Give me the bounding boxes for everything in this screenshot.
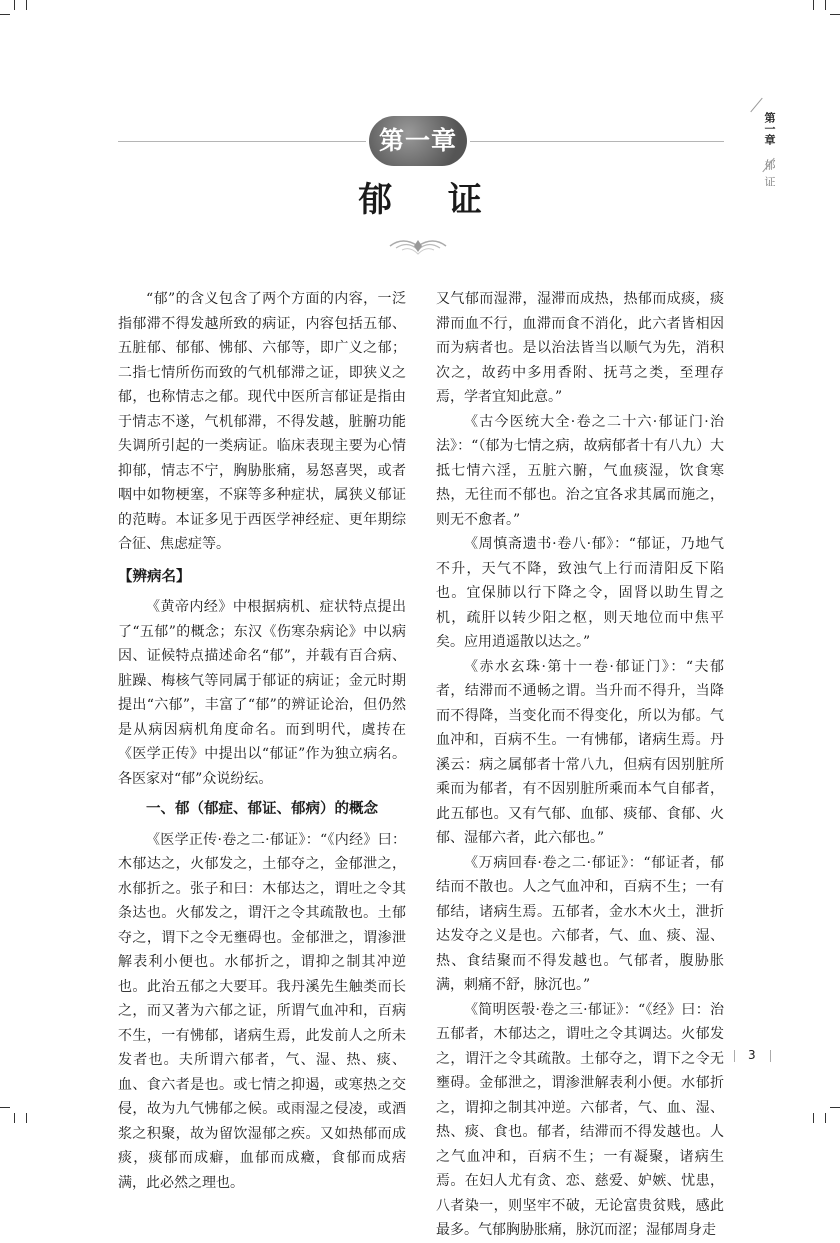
quote-paragraph: 《周慎斋遗书·卷八·郁》：“郁证，乃地气不升，天气不降，致浊气上行而清阳反下陷也。宜保肺以行下降之令，固肾以助生胃之机，疏肝以转少阳之枢，则天地位而中焦平矣。应用逍遥散以达之。” <box>436 536 724 650</box>
crop-mark <box>0 1107 10 1108</box>
crop-mark <box>26 1113 27 1123</box>
right-column <box>436 287 724 1243</box>
crop-mark <box>825 1113 826 1123</box>
side-chapter-tab <box>758 112 780 193</box>
quote-paragraph: 《古今医统大全·卷之二十六·郁证门·治法》：“（郁为七情之病，故病郁者十有八九）大抵七情六淫，五脏六腑，气血痰湿，饮食寒热，无往而不郁也。治之宜各求其属而施之，则无不愈者。” <box>436 413 724 528</box>
crop-mark <box>825 0 826 10</box>
page-number-bar <box>770 1050 771 1062</box>
quote-paragraph: 《医学正传·卷之二·郁证》：“《内经》曰：木郁达之，火郁发之，土郁夺之，金郁泄之，水郁折之。张子和曰：木郁达之，谓吐之令其条达也。火郁发之，谓汗之令其疏散也。土郁夺之，谓下之令无壅碍也。金郁泄之，谓渗泄解表利小便也。水郁折之，谓抑之制其冲逆也。此治五郁之大要耳。我丹溪先生触类而长之，而又著为六郁之证，所谓气血冲和，百病不生，一有怫郁，诸病生焉，此发前人之所未发者也。夫所谓六郁者，气、湿、热、痰、血、食六者是也。或七情之抑遏，或寒热之交侵，故为九气怫郁之候。或雨湿之侵凌，或酒浆之积聚，故为留饮湿郁之疾。又如热郁而成痰，痰郁而成癖，血郁而成癥，食郁而成痞满，此必然之理也。 <box>118 831 406 1191</box>
page-number: 3 <box>748 1048 756 1062</box>
crop-mark <box>14 1113 15 1123</box>
crop-mark <box>830 1107 840 1108</box>
ornament-icon <box>388 234 448 256</box>
quote-paragraph: 《万病回春·卷之二·郁证》：“郁证者，郁结而不散也。人之气血冲和，百病不生；一有郁结，诸病生焉。五郁者，金水木火土，泄折达发夺之义是也。六郁者，气、血、痰、湿、热、食结聚而不得发越也。气郁者，腹胁胀满，刺痛不舒，脉沉也。” <box>436 854 724 993</box>
quote-paragraph: 《简明医彀·卷之三·郁证》：“《经》曰：治五郁者，木郁达之，谓吐之令其调达。火郁发之，谓汗之令其疏散。土郁夺之，谓下之令无壅碍。金郁泄之，谓渗泄解表利小便。水郁折之，谓抑之制其冲逆。六郁者，气、血、湿、热、痰、食也。郁者，结滞而不得发越也。人之气血冲和，百病不生；一有凝聚，诸病生焉。在妇人尤有贪、恋、慈爱、妒嫉、忧患，八者染一，则坚牢不破，无论富贵贫贱，感此最多。气郁胸胁胀痛，脉沉而涩；湿郁周身走 <box>436 1001 724 1238</box>
chapter-badge: 第一章 <box>369 116 467 166</box>
crop-mark <box>14 0 15 10</box>
side-tab-topic: 郁证 <box>763 159 776 193</box>
left-column <box>118 287 406 1195</box>
crop-mark <box>26 0 27 10</box>
page-number-bar <box>734 1050 735 1062</box>
title-rule-right <box>470 141 724 142</box>
crop-mark <box>830 14 840 15</box>
crop-mark <box>0 14 10 15</box>
chapter-title: 郁 证 <box>358 180 504 220</box>
section-paragraph: 《黄帝内经》中根据病机、症状特点提出了“五郁”的概念；东汉《伤寒杂病论》中以病因、证候特点描述命名“郁”，并载有百合病、脏躁、梅核气等同属于郁证的病证；金元时期提出“六郁”，丰富了“郁”的辨证论治，但仍然是从病因病机角度命名。而到明代，虞抟在《医学正传》中提出以“郁证”作为独立病名。各医家对“郁”众说纷纭。 <box>118 599 406 787</box>
crop-mark <box>813 1113 814 1123</box>
side-tab-chapter: 第一章 <box>763 112 776 145</box>
crop-mark <box>813 0 814 10</box>
title-rule-left <box>118 141 366 142</box>
intro-paragraph: “郁”的含义包含了两个方面的内容，一泛指郁滞不得发越所致的病证，内容包括五郁、五脏郁、郁郁、怫郁、六郁等，即广义之郁；二指七情所伤而致的气机郁滞之证，即狭义之郁，也称情志之郁。现代中医所言郁证是指由于情志不遂，气机郁滞，不得发越，脏腑功能失调所引起的一类病证。临床表现主要为心情抑郁，情志不宁，胸胁胀痛，易怒喜哭，或者咽中如物梗塞，不寐等多种症状，属狭义郁证的范畴。本证多见于西医学神经症、更年期综合征、焦虑症等。 <box>118 291 406 552</box>
quote-paragraph: 《赤水玄珠·第十一卷·郁证门》：“夫郁者，结滞而不通畅之谓。当升而不得升，当降而不得降，当变化而不得变化，所以为郁。气血冲和，百病不生。一有怫郁，诸病生焉。丹溪云：病之属郁者十常八九，但病有因别脏所乘而为郁者，有不因别脏所乘而本气自郁者，此五郁也。又有气郁、血郁、痰郁、食郁、火郁、湿郁六者，此六郁也。” <box>436 658 724 846</box>
section-heading: 【辨病名】 <box>118 568 191 585</box>
subheading: 一、郁（郁症、郁证、郁病）的概念 <box>146 801 378 817</box>
continued-paragraph: 又气郁而湿滞，湿滞而成热，热郁而成痰，痰滞而血不行，血滞而食不消化，此六者皆相因而为病者也。是以治法皆当以顺气为先，消积次之，故药中多用香附、抚芎之类，至理存焉，学者宜知此意。” <box>436 291 724 405</box>
